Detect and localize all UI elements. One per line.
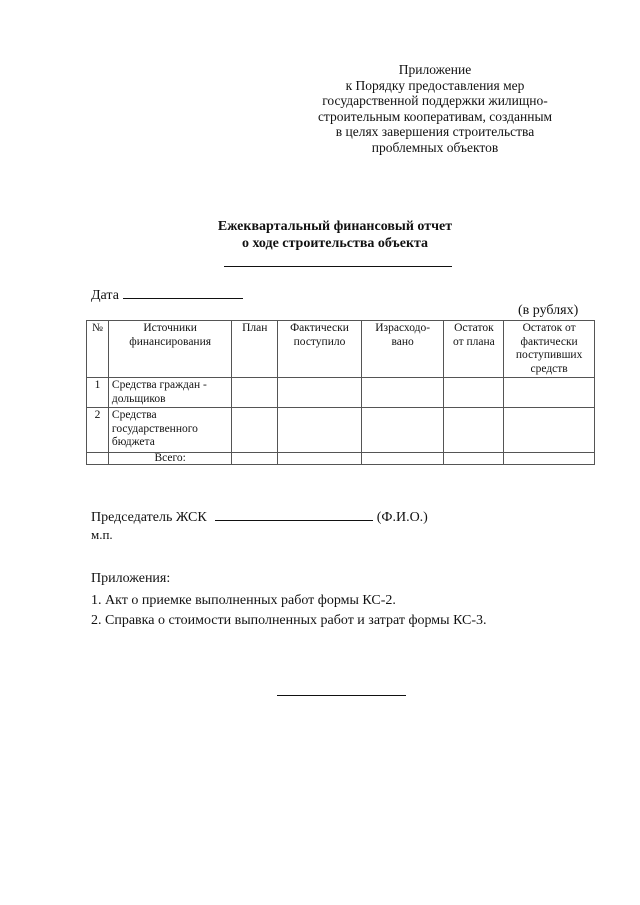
total-spent[interactable]: [361, 453, 444, 465]
table-row: [87, 378, 595, 408]
appendix-line: строительным кооперативам, созданным: [317, 108, 553, 124]
appendix-line: государственной поддержки жилищно-: [322, 93, 548, 108]
cell-remaining-received[interactable]: [504, 408, 595, 453]
stamp-label: м.п.: [91, 527, 113, 542]
row-num: 2: [87, 408, 109, 453]
row-num: 1: [87, 378, 109, 408]
header-num: №: [87, 321, 109, 378]
header-remaining-plan: Остаток от плана: [444, 321, 504, 378]
chairman-label: Председатель ЖСК: [91, 510, 207, 525]
financial-table: [86, 320, 595, 465]
report-title: [200, 218, 470, 252]
cell-plan[interactable]: [232, 408, 278, 453]
chairman-signature-row: [91, 508, 428, 526]
header-received: Фактически поступило: [278, 321, 362, 378]
appendix-header: [300, 62, 570, 155]
attachment-item: 1. Акт о приемке выполненных работ формы КС-2.: [91, 593, 396, 608]
total-remaining-received[interactable]: [504, 453, 595, 465]
attachments-list: [91, 591, 487, 631]
fio-label: (Ф.И.О.): [376, 510, 428, 525]
date-row: [91, 286, 243, 304]
total-remaining-plan[interactable]: [444, 453, 504, 465]
total-row: [87, 453, 595, 465]
header-spent: Израсходо-вано: [361, 321, 444, 378]
header-remaining-received: Остаток от фактически поступивших средств: [504, 321, 595, 378]
cell-received[interactable]: [278, 378, 362, 408]
cell-received[interactable]: [278, 408, 362, 453]
header-source: Источники финансирования: [108, 321, 231, 378]
date-label: Дата: [91, 288, 119, 303]
units-note: (в рублях): [518, 303, 579, 318]
report-title-line2: о ходе строительства объекта: [241, 236, 429, 251]
appendix-line: в целях завершения строительства: [335, 124, 535, 139]
total-label: Всего:: [108, 453, 231, 465]
date-field[interactable]: [123, 286, 243, 299]
bottom-separator: [277, 695, 406, 696]
attachment-item: 2. Справка о стоимости выполненных работ и затрат формы КС-3.: [91, 613, 487, 628]
cell-spent[interactable]: [361, 378, 444, 408]
report-title-line1: Ежеквартальный финансовый отчет: [217, 219, 453, 234]
cell-plan[interactable]: [232, 378, 278, 408]
total-num: [87, 453, 109, 465]
cell-remaining-plan[interactable]: [444, 378, 504, 408]
total-received[interactable]: [278, 453, 362, 465]
total-plan[interactable]: [232, 453, 278, 465]
header-plan: План: [232, 321, 278, 378]
object-name-line: [224, 266, 452, 267]
row-source: Средства государственного бюджета: [108, 408, 231, 453]
attachments-heading: Приложения:: [91, 571, 171, 586]
appendix-line: Приложение: [398, 62, 472, 77]
cell-spent[interactable]: [361, 408, 444, 453]
appendix-line: проблемных объектов: [371, 139, 499, 155]
table-row: [87, 408, 595, 453]
signature-field[interactable]: [215, 508, 373, 521]
appendix-line: к Порядку предоставления мер: [345, 77, 525, 93]
row-source: Средства граждан - дольщиков: [108, 378, 231, 408]
cell-remaining-received[interactable]: [504, 378, 595, 408]
cell-remaining-plan[interactable]: [444, 408, 504, 453]
table-header-row: [87, 321, 595, 378]
